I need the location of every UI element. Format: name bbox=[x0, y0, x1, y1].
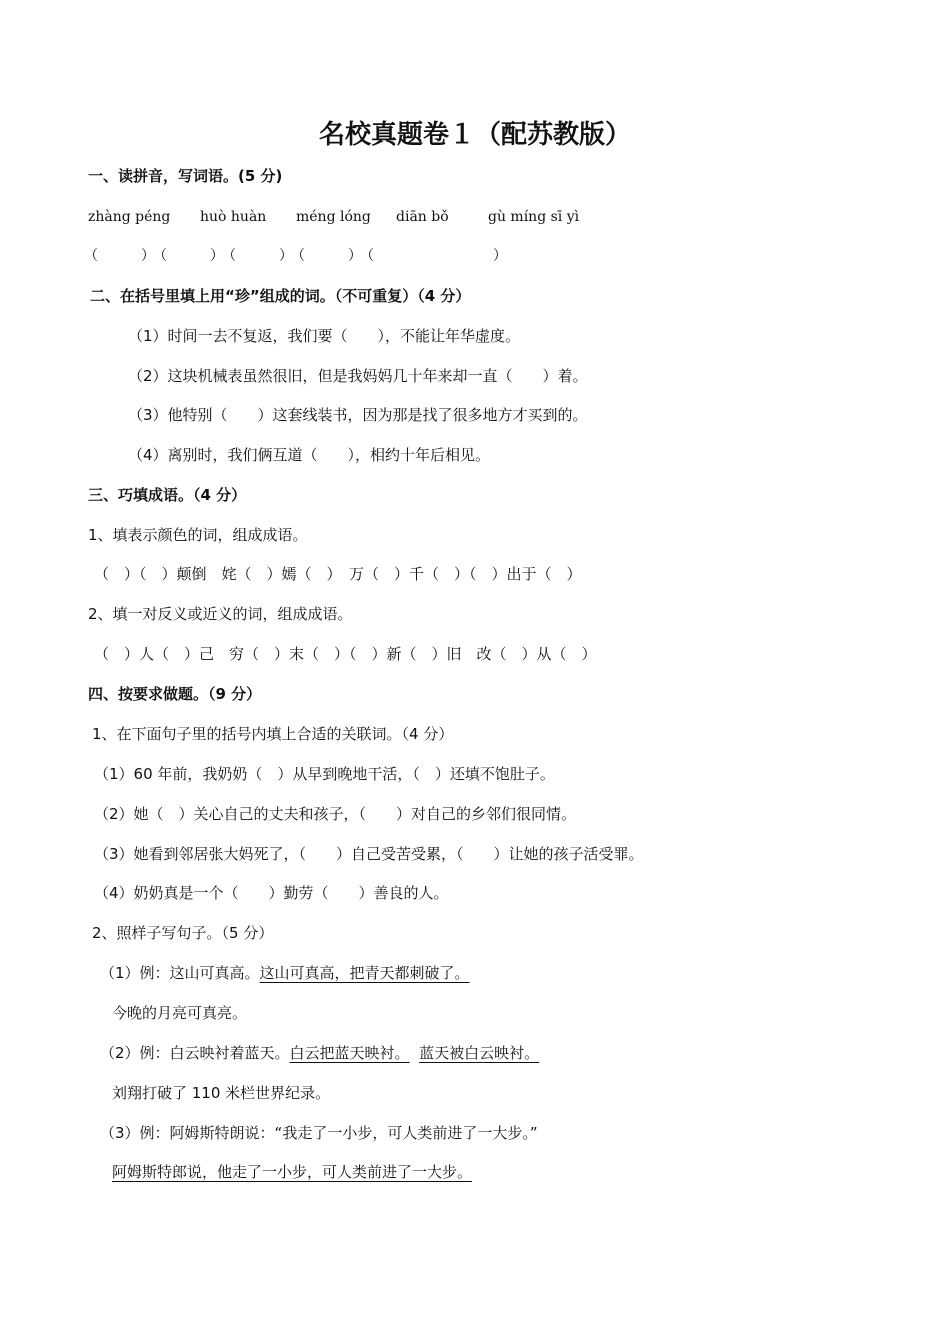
section-1-heading: 一、读拼音，写词语。(5 分) bbox=[88, 167, 283, 185]
section-2-item-3: （3）他特别（ ）这套线装书，因为那是找了很多地方才买到的。 bbox=[128, 406, 588, 424]
section-4-question-1: 1、在下面句子里的括号内填上合适的关联词。（4 分） bbox=[92, 725, 454, 743]
section-2-item-4: （4）离别时，我们俩互道（ ），相约十年后相见。 bbox=[128, 446, 491, 464]
section-3-heading: 三、巧填成语。（4 分） bbox=[88, 486, 247, 504]
section-3-question-2: 2、填一对反义或近义的词，组成成语。 bbox=[88, 605, 353, 623]
section-4-q1-item-3: （3）她看到邻居张大妈死了，（ ）自己受苦受累，（ ）让她的孩子活受罪。 bbox=[94, 845, 644, 863]
section-4-q1-item-1: （1）60 年前，我奶奶（ ）从早到晚地干活，（ ）还填不饱肚子。 bbox=[94, 765, 555, 783]
pinyin-3: méng lóng bbox=[296, 209, 371, 225]
section-3-question-1: 1、填表示颜色的词，组成成语。 bbox=[88, 526, 308, 544]
section-2-item-2: （2）这块机械表虽然很旧，但是我妈妈几十年来却一直（ ）着。 bbox=[128, 367, 588, 385]
section-3-question-2-line: （ ）人（ ）己 穷（ ）末（ ）（ ）新（ ）旧 改（ ）从（ ） bbox=[94, 645, 597, 663]
example-1 bbox=[100, 963, 470, 983]
pinyin-5: gù míng sī yì bbox=[488, 209, 580, 225]
section-4-question-2: 2、照样子写句子。（5 分） bbox=[92, 924, 274, 942]
pinyin-1: zhàng péng bbox=[88, 209, 171, 225]
section-2-heading: 二、在括号里填上用“珍”组成的词。（不可重复）（4 分） bbox=[90, 287, 471, 305]
example-1-label: （1）例：这山可真高。 bbox=[100, 964, 260, 982]
example-2-task: 刘翔打破了 110 米栏世界纪录。 bbox=[112, 1084, 331, 1102]
example-3-label: （3）例：阿姆斯特朗说：“我走了一小步，可人类前进了一大步。” bbox=[100, 1124, 538, 1142]
example-1-task: 今晚的月亮可真亮。 bbox=[112, 1004, 248, 1022]
section-4-q1-item-2: （2）她（ ）关心自己的丈夫和孩子，（ ）对自己的乡邻们很同情。 bbox=[94, 805, 577, 823]
example-1-answer: 这山可真高，把青天都刺破了。 bbox=[259, 964, 470, 982]
example-3-answer: 阿姆斯特郎说，他走了一小步，可人类前进了一大步。 bbox=[112, 1163, 473, 1181]
example-2-answer-a: 白云把蓝天映衬。 bbox=[289, 1044, 410, 1062]
pinyin-answer-blanks[interactable]: （ ）（ ）（ ）（ ）（ ） bbox=[84, 248, 512, 264]
section-2-item-1: （1）时间一去不复返，我们要（ ），不能让年华虚度。 bbox=[128, 327, 521, 345]
section-4-heading: 四、按要求做题。（9 分） bbox=[88, 685, 262, 703]
section-3-question-1-line: （ ）（ ）颠倒 姹（ ）嫣（ ） 万（ ）千（ ）（ ）出于（ ） bbox=[94, 565, 582, 583]
example-2 bbox=[100, 1043, 539, 1063]
page-title: 名校真题卷１（配苏教版） bbox=[318, 120, 631, 150]
section-4-q1-item-4: （4）奶奶真是一个（ ）勤劳（ ）善良的人。 bbox=[94, 884, 449, 902]
example-2-label: （2）例：白云映衬着蓝天。 bbox=[100, 1044, 290, 1062]
pinyin-4: diān bǒ bbox=[396, 209, 449, 225]
pinyin-2: huò huàn bbox=[200, 209, 267, 225]
example-2-answer-b: 蓝天被白云映衬。 bbox=[419, 1044, 540, 1062]
